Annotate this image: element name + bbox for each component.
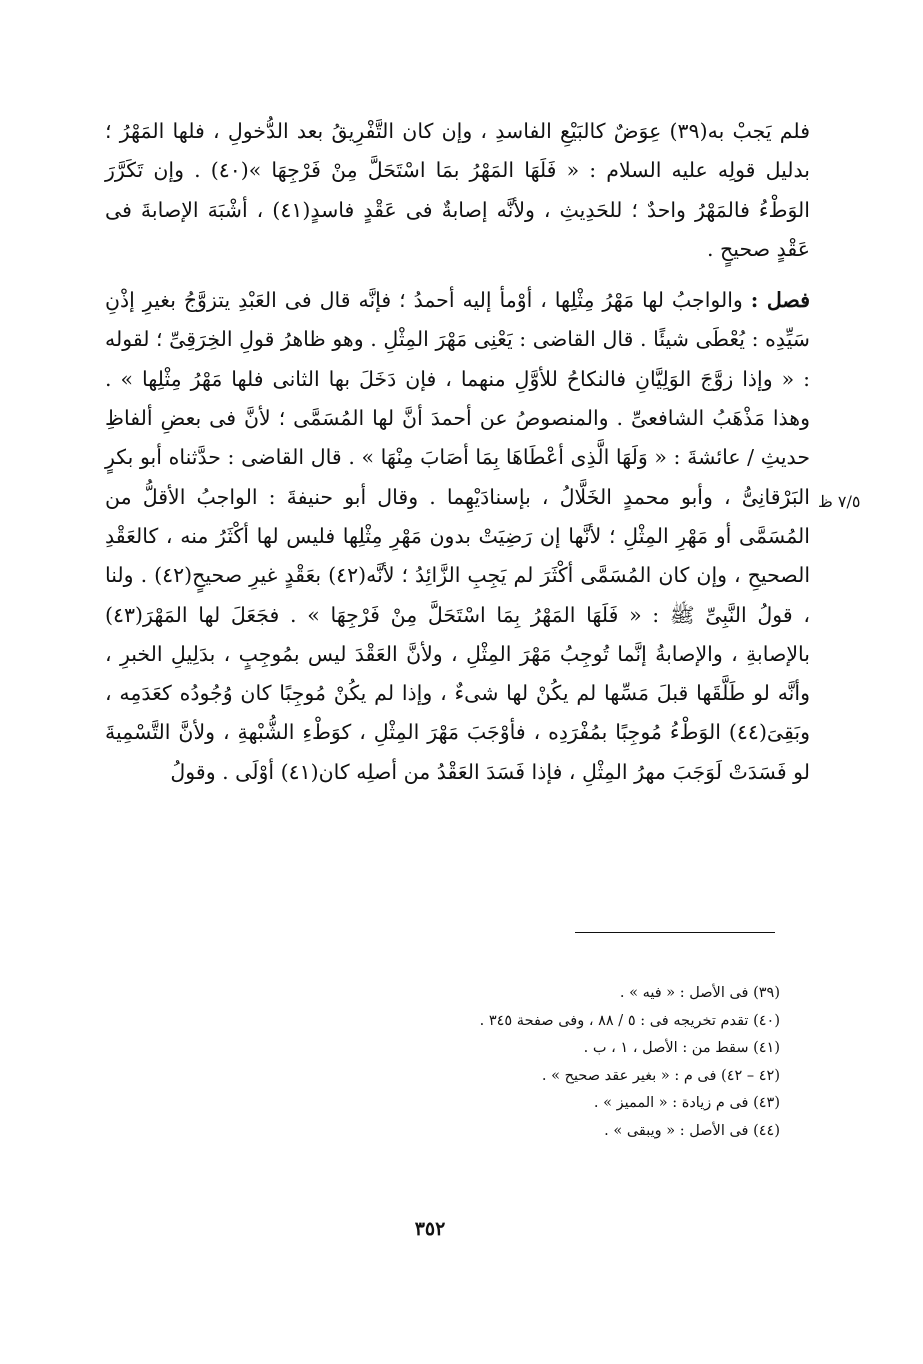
footnotes-list (380, 980, 780, 1145)
footnote-41: (٤١) سقط من : الأصل ، ١ ، ب . (583, 1040, 780, 1056)
main-text (105, 112, 810, 792)
margin-reference: ٧/٥ ظ (818, 492, 861, 511)
footnote-42: (٤٢ – ٤٢) فى م : « بغير عقد صحيح » . (541, 1067, 780, 1084)
footnote-divider (575, 932, 775, 933)
paragraph-2-text: والواجبُ لها مَهْرُ مِثْلِها ، أوْمأ إليه أحمدُ ؛ فإنَّه قال فى العَبْدِ يتزوَّجُ بغيرِ إذْنِ سَيِّدِه : يُعْطَى شيئًا . قال القاضى : يَعْنِى مَهْرَ المِثْلِ . وهو ظاهرُ قولِ الخِرَقِىِّ ؛ لقوله : « وإذا زوَّجَ الوَلِيَّانِ فالنكاحُ للأوَّلِ منهما ، فإن دَخَلَ بها الثانى فلها مَهْرُ مِثْلِها » . وهذا مَذْهَبُ الشافعىِّ . والمنصوصُ عن أحمدَ أنَّ لها المُسَمَّى ؛ لأنَّ فى بعضِ ألفاظِ حديثِ / عائشةَ : « وَلَهَا الَّذِى أعْطَاهَا بِمَا أصَابَ مِنْهَا » . قال القاضى : حدَّثناه أبو بكرٍ البَرْقانِىُّ ، وأبو محمدٍ الخَلَّالُ ، بإسنادَيْهِما . وقال أبو حنيفةَ : الواجبُ الأقلُّ من المُسَمَّى أو مَهْرِ المِثْلِ ؛ لأنَّها إن رَضِيَتْ بدون مَهْرِ مِثْلِها فليس لها أكْثَرُ منه ، كالعَقْدِ الصحيحِ ، وإن كان المُسَمَّى أكْثَرَ لم يَجِبِ الزَّائِدُ ؛ لأنَّه(٤٢) بعَقْدٍ غيرِ صحيحٍ(٤٢) . ولنا ، قولُ النَّبِىِّ ﷺ : « فَلَهَا المَهْرُ بِمَا اسْتَحَلَّ مِنْ فَرْجِهَا » . فجَعَلَ لها المَهْرَ(٤٣) بالإصابةِ ، والإصابةُ إنَّما تُوجِبُ مَهْرَ المِثْلِ ، ولأنَّ العَقْدَ ليس بمُوجِبٍ ، بدَلِيلِ الخبرِ ، وأنَّه لو طَلَّقَها قبلَ مَسِّها لم يكُنْ لها شىءٌ ، وإذا لم يكُنْ مُوجِبًا كان وُجُودُه كعَدَمِه ، وبَقِىَ(٤٤) الوَطْءُ مُوجِبًا بمُفْرَدِه ، فأوْجَبَ مَهْرَ المِثْلِ ، كوَطْءِ الشُّبْهةِ ، ولأنَّ التَّسْمِيةَ لو فَسَدَتْ لَوَجَبَ مهرُ المِثْلِ ، فإذا فَسَدَ العَقْدُ من أصلِه كان(٤١) أوْلَى . وقولُ (105, 288, 811, 784)
footnote-43: (٤٣) فى م زيادة : « المميز » . (593, 1095, 780, 1111)
page-number: ٣٥٢ (414, 1218, 446, 1240)
paragraph-1-text: فلم يَجبْ به(٣٩) عِوَضٌ كالبَيْعِ الفاسدِ ، وإن كان التَّفْرِيقُ بعد الدُّخولِ ، فلها المَهْرُ ؛ بدليل قولِه عليه السلام : « فَلَهَا المَهْرُ بمَا اسْتَحَلَّ مِنْ فَرْجِهَا »(٤٠) . وإن تَكَرَّرَ الوَطْءُ فالمَهْرُ واحدٌ ؛ للحَدِيثِ ، ولأنَّه إصابةٌ فى عَقْدٍ فاسدٍ(٤١) ، أشْبَهَ الإصابةَ فى عَقْدٍ صحيحٍ . (105, 119, 811, 261)
paragraph-1 (105, 112, 810, 269)
section-heading: فصل : (750, 288, 810, 313)
footnote-40: (٤٠) تقدم تخريجه فى : ٥ / ٨٨ ، وفى صفحة ٣٤٥ . (479, 1012, 780, 1029)
footnote-39: (٣٩) فى الأصل : « فيه » . (619, 985, 780, 1001)
footnote-44: (٤٤) فى الأصل : « ويبقى » . (604, 1122, 780, 1139)
paragraph-2 (105, 281, 810, 792)
